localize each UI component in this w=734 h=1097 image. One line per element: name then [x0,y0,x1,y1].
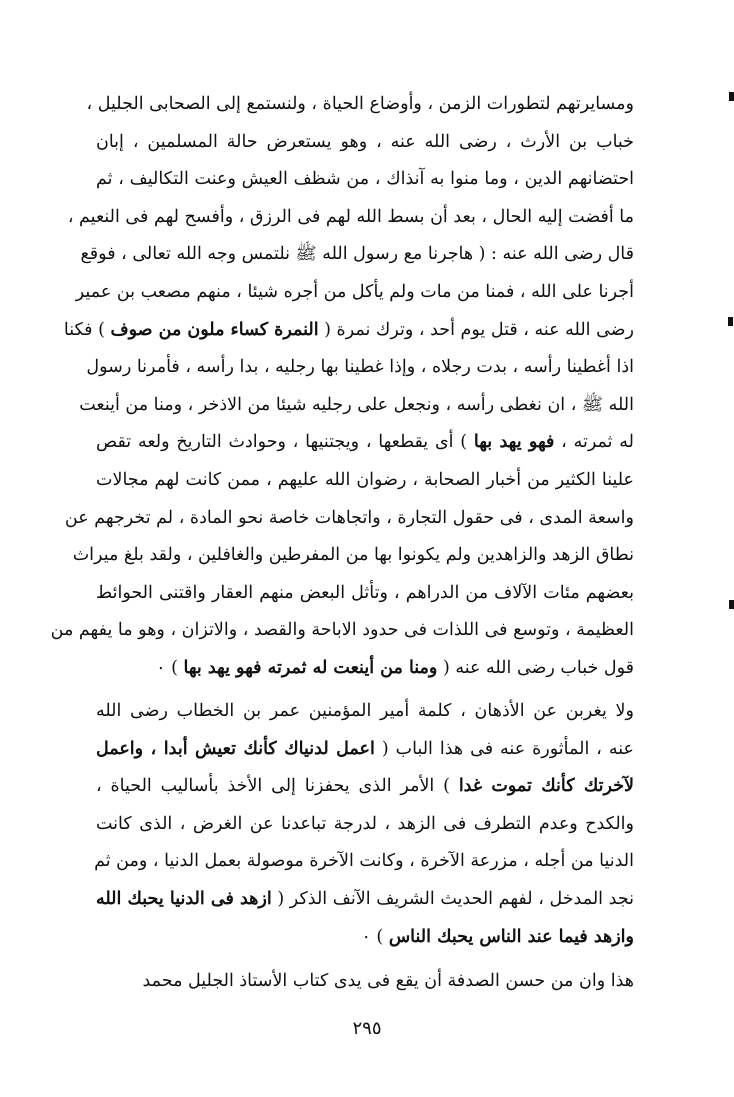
text-line [96,881,634,919]
text-segment: بعضهم مئات الآلاف من الدراهم ، وتأثل البعض منهم العقار واقتنى الحوائط [96,582,634,603]
text-segment: ما أفضت إليه الحال ، بعد أن بسط الله لهم فى الرزق ، وأفسح لهم فى النعيم ، [67,206,634,227]
text-segment: ) فكنا [63,319,111,340]
text-line [63,312,634,350]
text-line [64,500,634,538]
paragraph-closing [96,963,634,1001]
text-line [96,424,634,462]
paragraph-umar [96,693,634,956]
text-segment: الدنيا من أجله ، مزرعة الآخرة ، وكانت الآخرة موصولة بعمل الدنيا ، ومن ثم [94,851,634,872]
bold-quote: ازهد فى الدنيا يحبك الله [96,888,272,909]
margin-mark [729,92,734,101]
text-segment: هذا وان من حسن الصدفة أن يقع فى يدى كتاب الأستاذ الجليل محمد [142,971,634,991]
text-segment: نجد المدخل ، لفهم الحديث الشريف الآنف الذكر ( [271,888,635,909]
text-segment: نطاق الزهد والزاهدين ولم يكونوا بها من المفرطين والغافلين ، ولقد بلغ ميراث [72,545,634,566]
bold-quote: وازهد فيما عند الناس يحبك الناس [388,926,634,947]
margin-mark [729,600,734,609]
text-segment: ) الأمر الذى يحفزنا إلى الأخذ بأساليب الحياة ، [96,776,459,797]
text-line [96,806,634,844]
text-line [96,575,634,613]
text-segment: ) ٠ [156,657,184,678]
text-line [86,349,634,387]
page-number: ٢٩٥ [352,1018,382,1039]
text-line [72,537,634,575]
text-segment: واسعة المدى ، فى حقول التجارة ، واتجاهات خاصة نحو المادة ، لم تخرجهم عن [64,507,634,528]
text-line [86,86,634,124]
text-line [75,274,634,312]
text-segment: ومسايرتهم لتطورات الزمن ، وأوضاع الحياة ، ولنستمع إلى الصحابى الجليل ، [86,94,634,114]
text-line [96,963,634,1001]
text-line [96,731,634,769]
text-segment: علينا الكثير من أخبار الصحابة ، رضوان الله عليهم ، ممن كانت لهم مجالات [96,469,634,490]
bold-quote: اعمل لدنياك كأنك تعيش أبدا ، واعمل [96,738,375,759]
text-line [96,768,634,806]
bold-quote: لآخرتك كأنك تموت غدا [458,776,634,797]
text-line [96,693,634,731]
text-line [96,124,634,162]
bold-quote: ومنا من أينعت له ثمرته فهو يهد بها [183,657,438,678]
text-segment: عنه ، المأثورة عنه فى هذا الباب ( [374,738,634,759]
text-segment: ) أى يقطعها ، ويجتنيها ، وحوادث التاريخ ولعه تقص [96,432,474,453]
bold-quote: النمرة كساء ملون من صوف [110,319,319,340]
text-line [67,199,634,237]
text-segment: رضى الله عنه ، قتل يوم أحد ، وترك نمرة ( [318,319,634,340]
text-segment: قال رضى الله عنه : ( هاجرنا مع رسول الله ﷺ نلتمس وجه الله تعالى ، فوقع [80,244,634,265]
bold-quote: فهو يهد بها [473,432,555,453]
text-line [79,387,634,425]
text-line [96,462,634,500]
text-line [96,843,634,881]
text-segment: احتضانهم الدين ، وما منوا به آنذاك ، من شظف العيش وعنت التكاليف ، ثم [96,169,634,190]
text-line [80,236,634,274]
margin-mark [728,317,733,326]
text-segment: له ثمرته ، [554,432,634,453]
text-segment: العظيمة ، وتوسع فى اللذات فى حدود الاباحة والقصد ، والاتزان ، وهو ما يفهم من [50,620,634,641]
text-segment: والكدح وعدم التطرف فى الزهد ، لدرجة تباعدنا عن الغرض ، الذى كانت [96,813,634,834]
text-segment: ولا يغربن عن الأذهان ، كلمة أمير المؤمنين عمر بن الخطاب رضى الله [96,701,634,721]
text-line [50,612,634,650]
text-segment: ) ٠ [361,926,389,947]
text-line [96,919,634,957]
text-segment: قول خباب رضى الله عنه ( [437,657,634,678]
text-line [96,161,634,199]
text-segment: أجرنا على الله ، فمنا من مات ولم يأكل من أجره شيئا ، منهم مصعب بن عمير [75,281,634,302]
text-line [96,650,634,688]
text-segment: اذا أغطينا رأسه ، بدت رجلاه ، وإذا غطينا بها رجليه ، بدا رأسه ، فأمرنا رسول [86,357,634,378]
text-segment: خباب بن الأرث ، رضى الله عنه ، وهو يستعرض حالة المسلمين ، إبان [96,131,634,152]
paragraph-khabbab [50,86,634,688]
text-segment: الله ﷺ ، ان نغطى رأسه ، ونجعل على رجليه شيئا من الاذخر ، ومنا من أينعت [79,394,634,415]
